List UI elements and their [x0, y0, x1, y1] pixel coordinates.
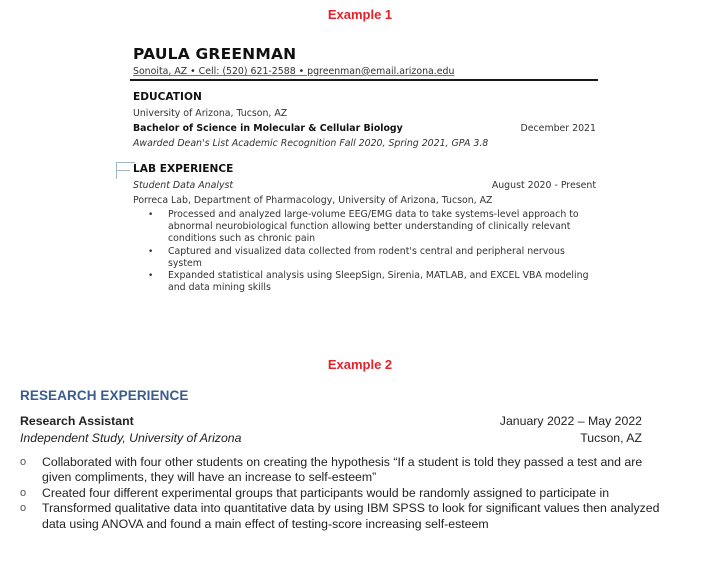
research-org: Independent Study, University of Arizona — [20, 431, 242, 445]
research-bullets — [20, 455, 660, 532]
list-item: • Captured and visualized data collected from rodent's central and peripheral nervous system — [148, 246, 598, 270]
contact-line: Sonoita, AZ • Cell: (520) 621-2588 • pgreenman@email.arizona.edu — [133, 66, 455, 77]
list-item: • Expanded statistical analysis using SleepSign, Sirenia, MATLAB, and EXCEL VBA modeling and data mining skills — [148, 270, 598, 294]
resume-name: PAULA GREENMAN — [133, 45, 297, 63]
education-school: University of Arizona, Tucson, AZ — [133, 108, 288, 119]
research-role: Research Assistant — [20, 414, 134, 428]
list-item: o Collaborated with four other students on creating the hypothesis “If a student is told they passed a test and are given compliments, they will have an increase to self-esteem” — [20, 455, 660, 486]
lab-experience-heading: LAB EXPERIENCE — [133, 163, 234, 175]
list-item: o Transformed qualitative data into quantitative data by using IBM SPSS to look for significant values then analyzed data using ANOVA and found a main effect of testing-score increasing self-esteem — [20, 501, 660, 532]
research-experience-heading: RESEARCH EXPERIENCE — [20, 388, 189, 403]
lab-dates: August 2020 - Present — [491, 180, 596, 191]
research-location: Tucson, AZ — [580, 431, 642, 445]
example-1-label: Example 1 — [327, 7, 393, 22]
list-item: • Processed and analyzed large-volume EEG/EMG data to take systems-level approach to abnormal neurobiological function allowing better understanding of clinically relevant conditions such as chronic pain — [148, 209, 598, 246]
lab-role: Student Data Analyst — [133, 180, 234, 191]
research-dates: January 2022 – May 2022 — [499, 414, 642, 428]
lab-org: Porreca Lab, Department of Pharmacology, University of Arizona, Tucson, AZ — [133, 195, 493, 206]
header-divider — [130, 79, 598, 81]
lab-bullets — [148, 209, 598, 294]
education-honors: Awarded Dean's List Academic Recognition Fall 2020, Spring 2021, GPA 3.8 — [133, 138, 489, 149]
example-2-label: Example 2 — [327, 357, 393, 372]
comment-anchor-line — [116, 170, 130, 171]
education-heading: EDUCATION — [133, 91, 202, 103]
education-date: December 2021 — [520, 123, 596, 134]
list-item: o Created four different experimental groups that participants would be randomly assigned to participate in — [20, 486, 660, 501]
education-degree: Bachelor of Science in Molecular & Cellular Biology — [133, 123, 403, 134]
